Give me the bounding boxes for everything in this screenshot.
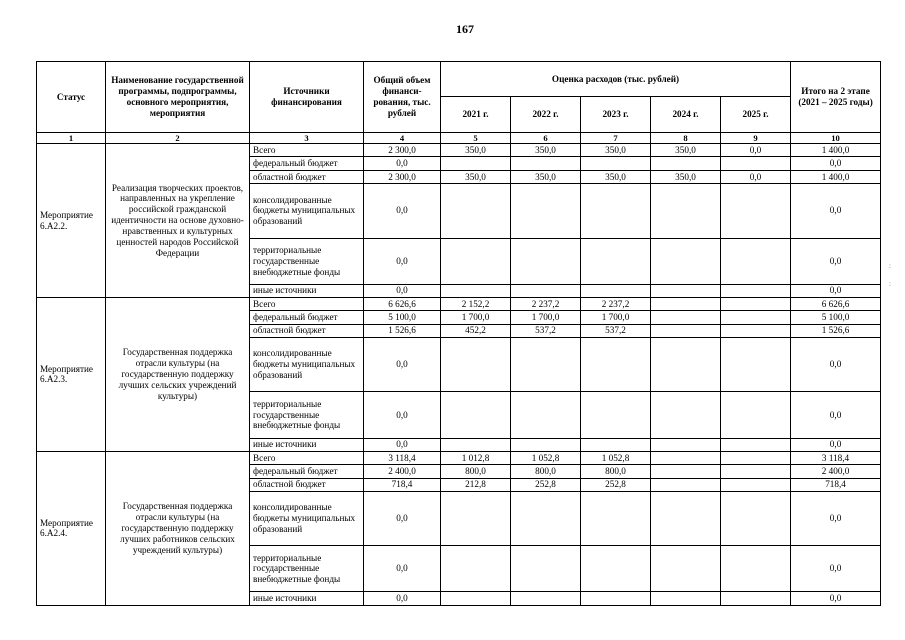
year-value-cell: [511, 238, 581, 284]
year-value-cell: 350,0: [441, 170, 511, 183]
column-number: 7: [581, 133, 651, 144]
year-value-cell: [511, 392, 581, 438]
year-value-cell: [441, 392, 511, 438]
year-value-cell: 2 152,2: [441, 298, 511, 311]
column-number: 6: [511, 133, 581, 144]
activity-name-cell: Государственная поддержка отрасли культуры (на государственную поддержку лучших сельских учреждений культуры): [106, 298, 250, 452]
year-value-cell: [581, 184, 651, 238]
source-cell: федеральный бюджет: [250, 157, 364, 170]
total-cell: 0,0: [364, 338, 441, 392]
year-value-cell: [441, 157, 511, 170]
year-value-cell: [651, 438, 721, 451]
year-value-cell: [721, 451, 791, 464]
header-sources: Источники финансирования: [250, 62, 364, 133]
source-cell: Всего: [250, 298, 364, 311]
year-value-cell: [511, 491, 581, 545]
year-value-cell: [581, 157, 651, 170]
year-value-cell: [651, 238, 721, 284]
itogo-cell: 0,0: [791, 238, 881, 284]
column-number: 10: [791, 133, 881, 144]
year-value-cell: [721, 438, 791, 451]
year-value-cell: [721, 592, 791, 606]
year-value-cell: [721, 238, 791, 284]
total-cell: 3 118,4: [364, 451, 441, 464]
source-cell: территориальные государственные внебюджетные фонды: [250, 392, 364, 438]
year-value-cell: 1 052,8: [581, 451, 651, 464]
header-estimate: Оценка расходов (тыс. рублей): [441, 62, 791, 97]
year-value-cell: 252,8: [581, 478, 651, 491]
column-number: 1: [37, 133, 106, 144]
source-cell: федеральный бюджет: [250, 465, 364, 478]
source-cell: консолидированные бюджеты муниципальных образований: [250, 184, 364, 238]
source-cell: территориальные государственные внебюджетные фонды: [250, 238, 364, 284]
year-value-cell: 350,0: [651, 144, 721, 157]
year-value-cell: [651, 284, 721, 297]
year-value-cell: [651, 338, 721, 392]
year-value-cell: [651, 392, 721, 438]
year-value-cell: [721, 491, 791, 545]
source-cell: консолидированные бюджеты муниципальных образований: [250, 491, 364, 545]
year-value-cell: 537,2: [581, 324, 651, 337]
year-value-cell: 350,0: [581, 144, 651, 157]
total-cell: 0,0: [364, 491, 441, 545]
column-numbers-row: [37, 133, 881, 144]
year-value-cell: 537,2: [511, 324, 581, 337]
total-cell: 1 526,6: [364, 324, 441, 337]
year-value-cell: [651, 451, 721, 464]
year-value-cell: 212,8: [441, 478, 511, 491]
itogo-cell: 1 400,0: [791, 170, 881, 183]
header-name: Наименование государственной программы, подпрограммы, основного мероприятия, мероприятия: [106, 62, 250, 133]
page-number: 167: [456, 22, 474, 36]
itogo-cell: 2 400,0: [791, 465, 881, 478]
year-value-cell: 252,8: [511, 478, 581, 491]
year-value-cell: [651, 592, 721, 606]
year-value-cell: [511, 338, 581, 392]
source-cell: Всего: [250, 144, 364, 157]
header-year: 2024 г.: [651, 97, 721, 133]
itogo-cell: 0,0: [791, 592, 881, 606]
year-value-cell: [581, 546, 651, 592]
year-value-cell: [441, 238, 511, 284]
column-number: 3: [250, 133, 364, 144]
year-value-cell: [441, 184, 511, 238]
year-value-cell: 800,0: [441, 465, 511, 478]
source-cell: областной бюджет: [250, 170, 364, 183]
year-value-cell: 452,2: [441, 324, 511, 337]
header-year: 2025 г.: [721, 97, 791, 133]
activity-name-cell: Государственная поддержка отрасли культуры (на государственную поддержку лучших работников сельских учреждений культуры): [106, 451, 250, 605]
year-value-cell: [651, 311, 721, 324]
year-value-cell: [721, 392, 791, 438]
year-value-cell: 1 700,0: [441, 311, 511, 324]
year-value-cell: [441, 438, 511, 451]
itogo-cell: 0,0: [791, 438, 881, 451]
table-row: [37, 298, 881, 311]
year-value-cell: 1 052,8: [511, 451, 581, 464]
itogo-cell: 0,0: [791, 157, 881, 170]
year-value-cell: [581, 392, 651, 438]
year-value-cell: [721, 184, 791, 238]
status-cell: Мероприятие 6.А2.3.: [37, 298, 106, 452]
year-value-cell: 1 700,0: [581, 311, 651, 324]
year-value-cell: 0,0: [721, 170, 791, 183]
itogo-cell: 0,0: [791, 338, 881, 392]
column-number: 4: [364, 133, 441, 144]
column-number: 5: [441, 133, 511, 144]
source-cell: Всего: [250, 451, 364, 464]
source-cell: федеральный бюджет: [250, 311, 364, 324]
itogo-cell: 0,0: [791, 491, 881, 545]
itogo-cell: 718,4: [791, 478, 881, 491]
year-value-cell: 800,0: [511, 465, 581, 478]
total-cell: 5 100,0: [364, 311, 441, 324]
table-row: [37, 144, 881, 157]
year-value-cell: [511, 184, 581, 238]
year-value-cell: 0,0: [721, 144, 791, 157]
source-cell: консолидированные бюджеты муниципальных образований: [250, 338, 364, 392]
year-value-cell: [441, 546, 511, 592]
header-total: Общий объем финанси- рования, тыс. рублей: [364, 62, 441, 133]
year-value-cell: [511, 592, 581, 606]
header-year: 2023 г.: [581, 97, 651, 133]
itogo-cell: 0,0: [791, 184, 881, 238]
year-value-cell: [511, 546, 581, 592]
total-cell: 0,0: [364, 238, 441, 284]
itogo-cell: 0,0: [791, 546, 881, 592]
total-cell: 2 300,0: [364, 170, 441, 183]
year-value-cell: 350,0: [511, 170, 581, 183]
total-cell: 0,0: [364, 184, 441, 238]
year-value-cell: 800,0: [581, 465, 651, 478]
year-value-cell: [721, 284, 791, 297]
year-value-cell: [651, 478, 721, 491]
itogo-cell: 1 400,0: [791, 144, 881, 157]
year-value-cell: [581, 592, 651, 606]
year-value-cell: [581, 284, 651, 297]
year-value-cell: [651, 491, 721, 545]
column-number: 9: [721, 133, 791, 144]
year-value-cell: 1 012,8: [441, 451, 511, 464]
total-cell: 0,0: [364, 157, 441, 170]
year-value-cell: [651, 184, 721, 238]
source-cell: территориальные государственные внебюджетные фонды: [250, 546, 364, 592]
column-number: 8: [651, 133, 721, 144]
year-value-cell: [511, 438, 581, 451]
total-cell: 0,0: [364, 592, 441, 606]
total-cell: 718,4: [364, 478, 441, 491]
source-cell: иные источники: [250, 438, 364, 451]
year-value-cell: [721, 465, 791, 478]
column-number: 2: [106, 133, 250, 144]
year-value-cell: [581, 238, 651, 284]
total-cell: 0,0: [364, 546, 441, 592]
year-value-cell: [581, 438, 651, 451]
total-cell: 0,0: [364, 392, 441, 438]
itogo-cell: 1 526,6: [791, 324, 881, 337]
source-cell: областной бюджет: [250, 478, 364, 491]
scan-margin-mark: :: [889, 280, 891, 288]
year-value-cell: [441, 592, 511, 606]
year-value-cell: 350,0: [441, 144, 511, 157]
itogo-cell: 0,0: [791, 392, 881, 438]
scan-margin-mark: :: [889, 262, 891, 270]
year-value-cell: [651, 157, 721, 170]
year-value-cell: [581, 338, 651, 392]
year-value-cell: [511, 157, 581, 170]
total-cell: 0,0: [364, 284, 441, 297]
year-value-cell: [721, 298, 791, 311]
header-year: 2022 г.: [511, 97, 581, 133]
source-cell: иные источники: [250, 284, 364, 297]
source-cell: областной бюджет: [250, 324, 364, 337]
year-value-cell: [441, 491, 511, 545]
year-value-cell: 350,0: [581, 170, 651, 183]
status-cell: Мероприятие 6.А2.2.: [37, 144, 106, 298]
year-value-cell: [511, 284, 581, 297]
total-cell: 0,0: [364, 438, 441, 451]
header-status: Статус: [37, 62, 106, 133]
year-value-cell: [721, 338, 791, 392]
activity-name-cell: Реализация творческих проектов, направленных на укрепление российской гражданской идентичности на основе духовно-нравственных и культурных ценностей народов Российской Федерации: [106, 144, 250, 298]
header-itogo: Итого на 2 этапе (2021 – 2025 годы): [791, 62, 881, 133]
year-value-cell: 2 237,2: [581, 298, 651, 311]
itogo-cell: 3 118,4: [791, 451, 881, 464]
year-value-cell: [441, 284, 511, 297]
budget-table: [36, 61, 881, 606]
year-value-cell: [441, 338, 511, 392]
total-cell: 6 626,6: [364, 298, 441, 311]
year-value-cell: [721, 546, 791, 592]
total-cell: 2 300,0: [364, 144, 441, 157]
year-value-cell: [721, 157, 791, 170]
status-cell: Мероприятие 6.А2.4.: [37, 451, 106, 605]
year-value-cell: [721, 324, 791, 337]
table-row: [37, 451, 881, 464]
year-value-cell: 350,0: [511, 144, 581, 157]
itogo-cell: 6 626,6: [791, 298, 881, 311]
year-value-cell: [721, 478, 791, 491]
total-cell: 2 400,0: [364, 465, 441, 478]
year-value-cell: 350,0: [651, 170, 721, 183]
year-value-cell: [651, 465, 721, 478]
year-value-cell: [651, 298, 721, 311]
year-value-cell: 1 700,0: [511, 311, 581, 324]
itogo-cell: 5 100,0: [791, 311, 881, 324]
year-value-cell: [651, 546, 721, 592]
year-value-cell: [721, 311, 791, 324]
year-value-cell: 2 237,2: [511, 298, 581, 311]
source-cell: иные источники: [250, 592, 364, 606]
header-year: 2021 г.: [441, 97, 511, 133]
itogo-cell: 0,0: [791, 284, 881, 297]
year-value-cell: [651, 324, 721, 337]
year-value-cell: [581, 491, 651, 545]
